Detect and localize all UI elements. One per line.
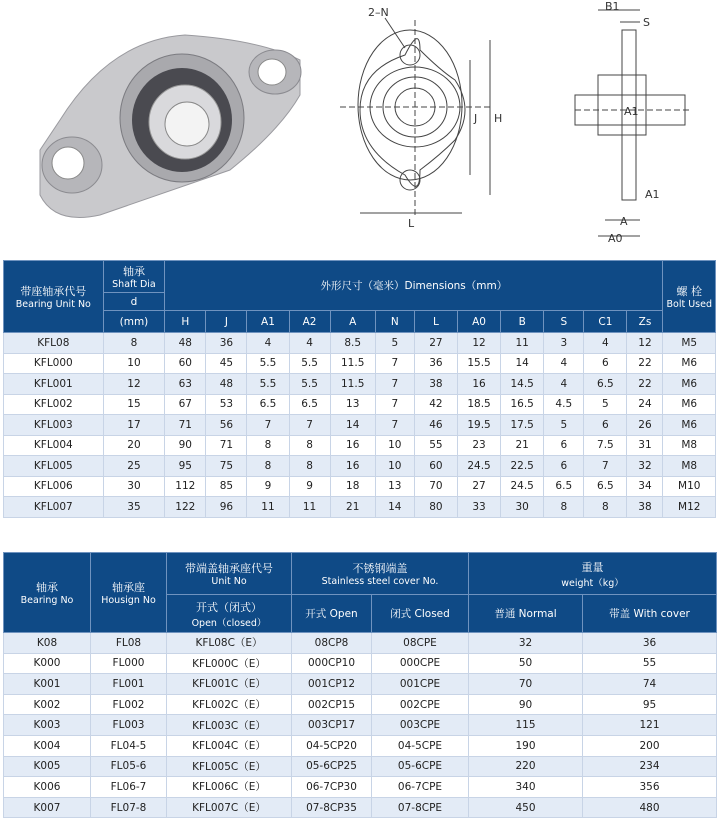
table-cell: 000CP10 (292, 653, 372, 674)
table-cell: 122 (165, 497, 206, 518)
table-cell: 001CP12 (292, 674, 372, 695)
table-row (4, 497, 716, 518)
table-cell: K006 (4, 777, 91, 798)
table-cell: 115 (469, 715, 583, 736)
table-cell: K001 (4, 674, 91, 695)
table-cell: 14 (375, 497, 414, 518)
table-cell: 8 (103, 333, 165, 354)
header-normal: 普通 Normal (469, 595, 583, 633)
table-cell: 001CPE (372, 674, 469, 695)
table-cell: 6.5 (247, 394, 289, 415)
table-row (4, 715, 717, 736)
table-cell: 13 (330, 394, 375, 415)
side-view-drawing (575, 10, 690, 236)
table-cell: 55 (583, 653, 717, 674)
table-cell: M6 (663, 353, 716, 374)
header-open: 开式 Open (292, 595, 372, 633)
table-cell: M6 (663, 374, 716, 395)
table-cell: 5.5 (247, 374, 289, 395)
table-cell: 07-8CPE (372, 797, 469, 818)
table-cell: 70 (414, 476, 457, 497)
table-cell: M8 (663, 435, 716, 456)
table-cell: 9 (247, 476, 289, 497)
table-cell: 7 (375, 374, 414, 395)
table-cell: FL05-6 (91, 756, 167, 777)
table-cell: 48 (165, 333, 206, 354)
table-row (4, 777, 717, 798)
table-cell: 27 (457, 476, 500, 497)
table-cell: 25 (103, 456, 165, 477)
table-cell: 5 (375, 333, 414, 354)
table-cell: 48 (206, 374, 247, 395)
table-cell: KFL005C（E） (167, 756, 292, 777)
header-open-closed: 开式（闭式） Open（closed） (167, 595, 292, 633)
table-cell: KFL007 (4, 497, 104, 518)
table-cell: K004 (4, 735, 91, 756)
table-cell: 11 (247, 497, 289, 518)
table-row (4, 756, 717, 777)
table-cell: 06-7CPE (372, 777, 469, 798)
table-cell: 003CP17 (292, 715, 372, 736)
table-cell: 08CP8 (292, 633, 372, 654)
table-cell: 63 (165, 374, 206, 395)
header-bearing-unit: 带座轴承代号 Bearing Unit No (4, 261, 104, 333)
table-cell: 21 (330, 497, 375, 518)
table-cell: 07-8CP35 (292, 797, 372, 818)
table-row (4, 353, 716, 374)
table-cell: 10 (375, 456, 414, 477)
table-cell: 71 (165, 415, 206, 436)
table-cell: FL001 (91, 674, 167, 695)
table-cell: 55 (414, 435, 457, 456)
table-cell: KFL004C（E） (167, 735, 292, 756)
table-cell: 22 (627, 353, 663, 374)
header-col-a: A (330, 311, 375, 333)
table-cell: 220 (469, 756, 583, 777)
table-cell: 08CPE (372, 633, 469, 654)
table-cell: 234 (583, 756, 717, 777)
table-cell: 12 (627, 333, 663, 354)
table-cell: 71 (206, 435, 247, 456)
table-cell: 31 (627, 435, 663, 456)
table-cell: 30 (103, 476, 165, 497)
table-cell: 42 (414, 394, 457, 415)
table-cell: FL08 (91, 633, 167, 654)
cover-weight-table (3, 552, 717, 818)
table-cell: 6 (544, 435, 584, 456)
table-cell: 74 (583, 674, 717, 695)
header-col-n: N (375, 311, 414, 333)
header-dimensions: 外形尺寸（毫米）Dimensions（mm） (165, 261, 663, 311)
table-cell: KFL003 (4, 415, 104, 436)
table-cell: 7 (375, 353, 414, 374)
header-shaft-d: d (103, 293, 165, 311)
table-cell: 6.5 (584, 374, 627, 395)
table-cell: 002CP15 (292, 694, 372, 715)
table-cell: 60 (165, 353, 206, 374)
table-cell: 60 (414, 456, 457, 477)
table-cell: 19.5 (457, 415, 500, 436)
table-cell: 3 (544, 333, 584, 354)
table-cell: 5 (584, 394, 627, 415)
table-row (4, 333, 716, 354)
table-cell: 11 (289, 497, 330, 518)
header-col-zs: Zs (627, 311, 663, 333)
table-cell: 16.5 (501, 394, 544, 415)
table-cell: 18.5 (457, 394, 500, 415)
label-j: J (474, 112, 478, 125)
table-cell: 16 (330, 456, 375, 477)
table-row (4, 435, 716, 456)
table-cell: KFL006C（E） (167, 777, 292, 798)
table-cell: FL002 (91, 694, 167, 715)
label-s: S (643, 16, 650, 29)
table-cell: KFL005 (4, 456, 104, 477)
technical-drawing (0, 0, 719, 258)
table-cell: 8 (289, 435, 330, 456)
header-col-j: J (206, 311, 247, 333)
table-cell: 8 (584, 497, 627, 518)
table-cell: KFL007C（E） (167, 797, 292, 818)
table-cell: 90 (469, 694, 583, 715)
table-cell: 17.5 (501, 415, 544, 436)
table-cell: M12 (663, 497, 716, 518)
table-cell: 50 (469, 653, 583, 674)
table-cell: 6.5 (584, 476, 627, 497)
table-cell: 22 (627, 374, 663, 395)
table-cell: KFL004 (4, 435, 104, 456)
table-cell: 450 (469, 797, 583, 818)
header-shaft-mm: (mm) (103, 311, 165, 333)
table-cell: FL003 (91, 715, 167, 736)
table-cell: 56 (206, 415, 247, 436)
table-cell: 11.5 (330, 374, 375, 395)
table-row (4, 674, 717, 695)
dimensions-table (3, 260, 716, 518)
label-b1: B1 (605, 0, 620, 13)
table-cell: 18 (330, 476, 375, 497)
table-cell: 200 (583, 735, 717, 756)
table-cell: KFL002 (4, 394, 104, 415)
table-cell: FL06-7 (91, 777, 167, 798)
table-cell: K003 (4, 715, 91, 736)
table-row (4, 735, 717, 756)
header-housing-no: 轴承座 Housign No (91, 553, 167, 633)
table-cell: 6 (544, 456, 584, 477)
table-cell: FL04-5 (91, 735, 167, 756)
table-cell: KFL003C（E） (167, 715, 292, 736)
table-cell: 80 (414, 497, 457, 518)
table-row (4, 694, 717, 715)
table-row (4, 797, 717, 818)
table-cell: 75 (206, 456, 247, 477)
table-row (4, 653, 717, 674)
table-cell: 4.5 (544, 394, 584, 415)
header-col-s: S (544, 311, 584, 333)
header-col-b: B (501, 311, 544, 333)
table-cell: 8 (289, 456, 330, 477)
header-col-a2: A2 (289, 311, 330, 333)
table-cell: KFL08C（E） (167, 633, 292, 654)
header-col-h: H (165, 311, 206, 333)
table-cell: KFL000C（E） (167, 653, 292, 674)
table-row (4, 394, 716, 415)
table-cell: 5.5 (289, 353, 330, 374)
table-cell: 05-6CP25 (292, 756, 372, 777)
table-cell: 34 (627, 476, 663, 497)
table-cell: 480 (583, 797, 717, 818)
table-cell: 190 (469, 735, 583, 756)
table-cell: 003CPE (372, 715, 469, 736)
table-cell: 23 (457, 435, 500, 456)
table-cell: 26 (627, 415, 663, 436)
table-cell: 340 (469, 777, 583, 798)
table-cell: 4 (584, 333, 627, 354)
table-cell: K007 (4, 797, 91, 818)
table-cell: 04-5CP20 (292, 735, 372, 756)
table-cell: K08 (4, 633, 91, 654)
table-cell: M6 (663, 415, 716, 436)
table-cell: 85 (206, 476, 247, 497)
table-cell: 95 (583, 694, 717, 715)
table-cell: 8 (247, 435, 289, 456)
table-cell: 10 (375, 435, 414, 456)
table-cell: 9 (289, 476, 330, 497)
table-cell: 21 (501, 435, 544, 456)
table-cell: 5 (544, 415, 584, 436)
table-cell: 121 (583, 715, 717, 736)
table-cell: 000CPE (372, 653, 469, 674)
table-cell: 06-7CP30 (292, 777, 372, 798)
table-cell: 11 (501, 333, 544, 354)
table-cell: 7 (375, 394, 414, 415)
table-cell: 96 (206, 497, 247, 518)
table-cell: 32 (469, 633, 583, 654)
label-l: L (408, 217, 415, 230)
table-cell: 5.5 (247, 353, 289, 374)
table-cell: 6.5 (544, 476, 584, 497)
table-cell: FL07-8 (91, 797, 167, 818)
table-cell: 32 (627, 456, 663, 477)
table-cell: 4 (544, 353, 584, 374)
table-cell: 7 (289, 415, 330, 436)
table-cell: 14 (501, 353, 544, 374)
table-cell: 24.5 (457, 456, 500, 477)
table-cell: 6 (584, 415, 627, 436)
table-cell: KFL006 (4, 476, 104, 497)
table-cell: 38 (414, 374, 457, 395)
table-cell: 33 (457, 497, 500, 518)
table-cell: 112 (165, 476, 206, 497)
table-cell: 22.5 (501, 456, 544, 477)
table-cell: 36 (206, 333, 247, 354)
table-row (4, 456, 716, 477)
table-cell: 5.5 (289, 374, 330, 395)
table-cell: 8.5 (330, 333, 375, 354)
front-view-drawing (340, 18, 490, 215)
table-cell: KFL000 (4, 353, 104, 374)
header-weight: 重量 weight（kg） (469, 553, 717, 595)
table-row (4, 476, 716, 497)
label-h: H (494, 112, 503, 125)
table-cell: 8 (247, 456, 289, 477)
table-cell: 6 (584, 353, 627, 374)
table-cell: 36 (414, 353, 457, 374)
table-cell: 90 (165, 435, 206, 456)
table-cell: 70 (469, 674, 583, 695)
header-col-c1: C1 (584, 311, 627, 333)
table-cell: 24 (627, 394, 663, 415)
label-a: A (620, 215, 628, 228)
label-a0: A0 (608, 232, 623, 245)
header-cover-no: 不锈钢端盖 Stainless steel cover No. (292, 553, 469, 595)
table-cell: 002CPE (372, 694, 469, 715)
table-cell: 4 (544, 374, 584, 395)
table-cell: K002 (4, 694, 91, 715)
header-shaft-dia: 轴承 Shaft Dia (103, 261, 165, 293)
table-cell: 17 (103, 415, 165, 436)
label-a1-top: A1 (624, 105, 639, 118)
table-cell: M6 (663, 394, 716, 415)
table-cell: 27 (414, 333, 457, 354)
header-closed: 闭式 Closed (372, 595, 469, 633)
table-cell: K005 (4, 756, 91, 777)
table-cell: 16 (330, 435, 375, 456)
table-cell: 356 (583, 777, 717, 798)
table-cell: 7.5 (584, 435, 627, 456)
table-cell: 6.5 (289, 394, 330, 415)
table-cell: KFL002C（E） (167, 694, 292, 715)
table-cell: 7 (584, 456, 627, 477)
table-cell: 14 (330, 415, 375, 436)
table-cell: 67 (165, 394, 206, 415)
header-with-cover: 带盖 With cover (583, 595, 717, 633)
table-cell: M5 (663, 333, 716, 354)
table-cell: 11.5 (330, 353, 375, 374)
header-bearing-no: 轴承 Bearing No (4, 553, 91, 633)
table-cell: 95 (165, 456, 206, 477)
table-cell: 7 (375, 415, 414, 436)
table-cell: 4 (247, 333, 289, 354)
table-cell: 20 (103, 435, 165, 456)
header-col-a1: A1 (247, 311, 289, 333)
table-cell: 36 (583, 633, 717, 654)
table-cell: 38 (627, 497, 663, 518)
table-cell: 7 (247, 415, 289, 436)
table-cell: 12 (103, 374, 165, 395)
table-cell: 13 (375, 476, 414, 497)
table-cell: 53 (206, 394, 247, 415)
table-cell: 35 (103, 497, 165, 518)
table-cell: 24.5 (501, 476, 544, 497)
table-cell: 15.5 (457, 353, 500, 374)
label-2n: 2–N (368, 6, 389, 19)
table-cell: KFL001C（E） (167, 674, 292, 695)
table-cell: 8 (544, 497, 584, 518)
bearing-photo (5, 15, 335, 225)
table-cell: K000 (4, 653, 91, 674)
header-bolt: 螺 栓 Bolt Used (663, 261, 716, 333)
table-cell: M10 (663, 476, 716, 497)
table-cell: M8 (663, 456, 716, 477)
table-cell: 30 (501, 497, 544, 518)
table-cell: 15 (103, 394, 165, 415)
table-cell: FL000 (91, 653, 167, 674)
header-col-a0: A0 (457, 311, 500, 333)
table-cell: 10 (103, 353, 165, 374)
table-row (4, 374, 716, 395)
header-unit-no: 带端盖轴承座代号 Unit No (167, 553, 292, 595)
table-cell: 12 (457, 333, 500, 354)
table-cell: 04-5CPE (372, 735, 469, 756)
table-cell: 14.5 (501, 374, 544, 395)
header-col-l: L (414, 311, 457, 333)
table-cell: KFL08 (4, 333, 104, 354)
table-row (4, 415, 716, 436)
table-cell: 45 (206, 353, 247, 374)
label-a1-bottom: A1 (645, 188, 660, 201)
table-cell: 4 (289, 333, 330, 354)
table-row (4, 633, 717, 654)
table-cell: 46 (414, 415, 457, 436)
table-cell: KFL001 (4, 374, 104, 395)
table-cell: 16 (457, 374, 500, 395)
table-cell: 05-6CPE (372, 756, 469, 777)
